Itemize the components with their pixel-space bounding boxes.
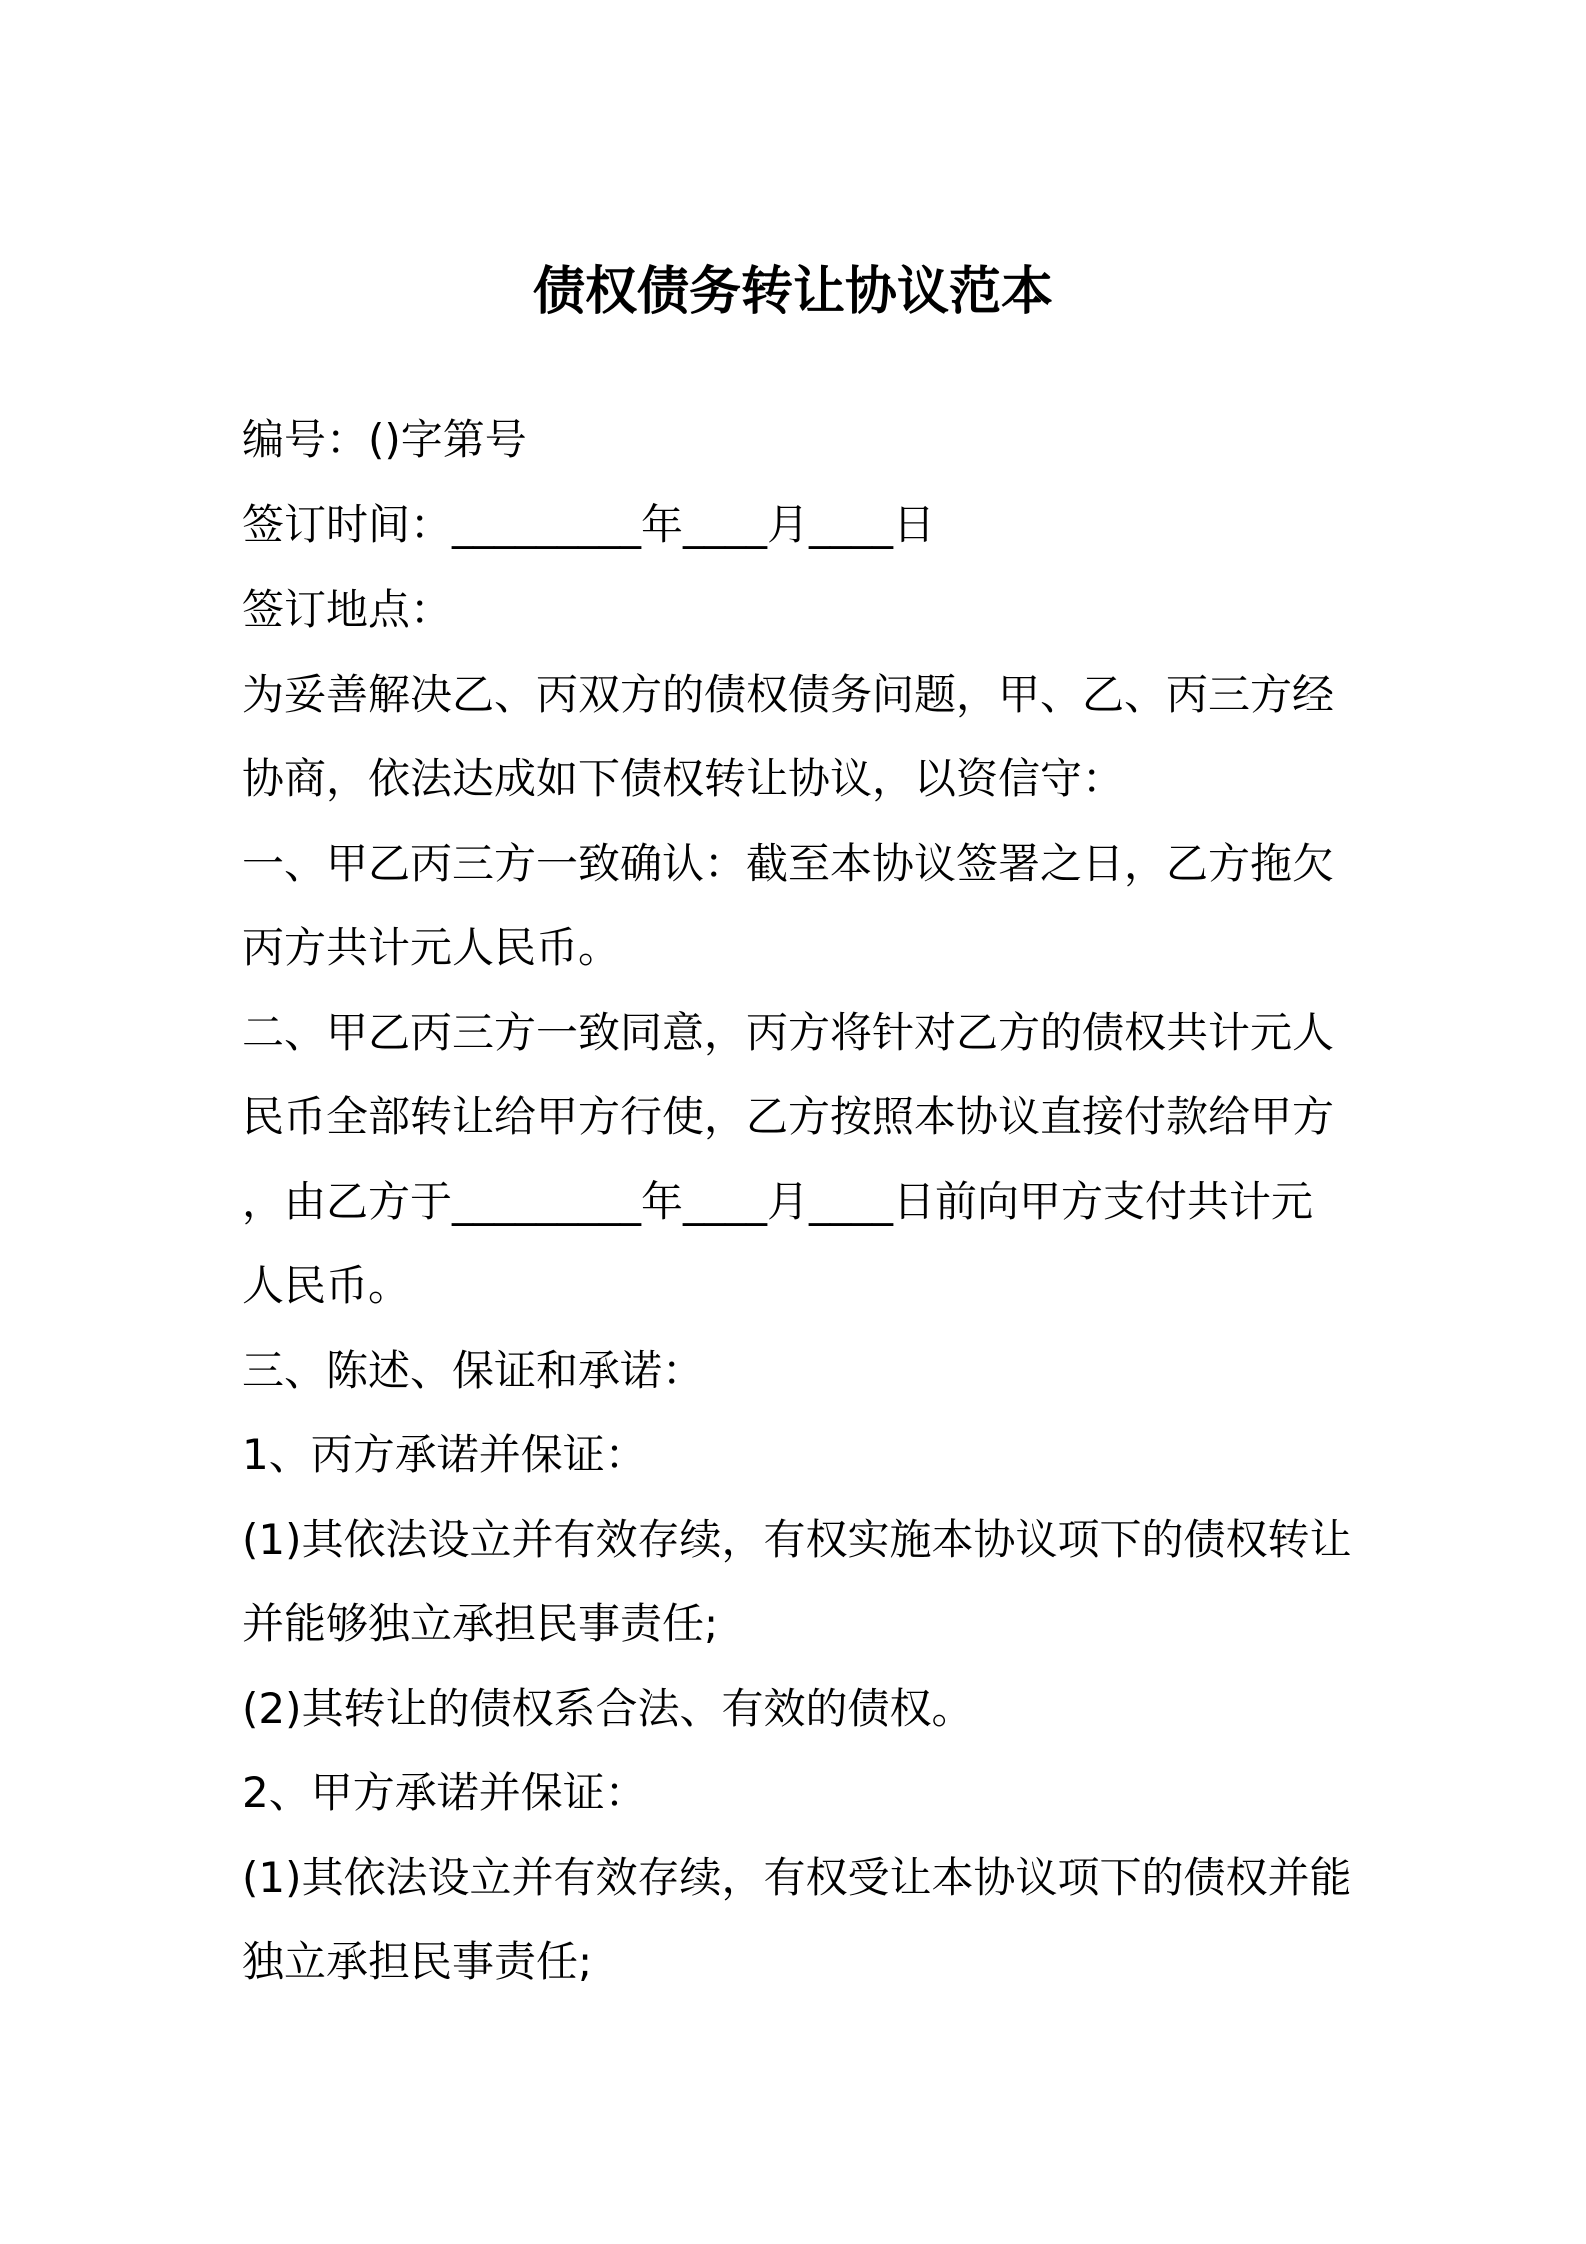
- paragraph-line: 协商，依法达成如下债权转让协议，以资信守：: [242, 754, 1125, 803]
- paragraph-line: 人民币。: [242, 1261, 411, 1310]
- subclause-heading: 1、丙方承诺并保证：: [242, 1430, 647, 1479]
- paragraph-line: ，由乙方于_________年____月____日前向甲方支付共计元: [242, 1177, 1314, 1226]
- document-title: 债权债务转让协议范本: [532, 262, 1053, 322]
- paragraph-line: (2)其转让的债权系合法、有效的债权。: [242, 1684, 974, 1733]
- paragraph-line: 独立承担民事责任;: [242, 1937, 593, 1986]
- subclause-heading: 2、甲方承诺并保证：: [242, 1768, 647, 1817]
- paragraph-line: (1)其依法设立并有效存续，有权实施本协议项下的债权转让: [242, 1515, 1352, 1564]
- contract-number-line: 编号：()字第号: [242, 415, 527, 464]
- signing-place-line: 签订地点：: [242, 585, 453, 634]
- paragraph-line: 丙方共计元人民币。: [242, 923, 621, 972]
- clause-heading-1: 一、甲乙丙三方一致确认：截至本协议签署之日，乙方拖欠: [242, 839, 1335, 888]
- clause-heading-3: 三、陈述、保证和承诺：: [242, 1346, 705, 1395]
- paragraph-line: 民币全部转让给甲方行使，乙方按照本协议直接付款给甲方: [242, 1092, 1335, 1141]
- paragraph-line: 为妥善解决乙、丙双方的债权债务问题，甲、乙、丙三方经: [242, 670, 1335, 719]
- paragraph-line: 并能够独立承担民事责任;: [242, 1599, 719, 1648]
- clause-heading-2: 二、甲乙丙三方一致同意，丙方将针对乙方的债权共计元人: [242, 1008, 1335, 1057]
- signing-date-line: 签订时间：_________年____月____日: [242, 500, 936, 549]
- paragraph-line: (1)其依法设立并有效存续，有权受让本协议项下的债权并能: [242, 1853, 1352, 1902]
